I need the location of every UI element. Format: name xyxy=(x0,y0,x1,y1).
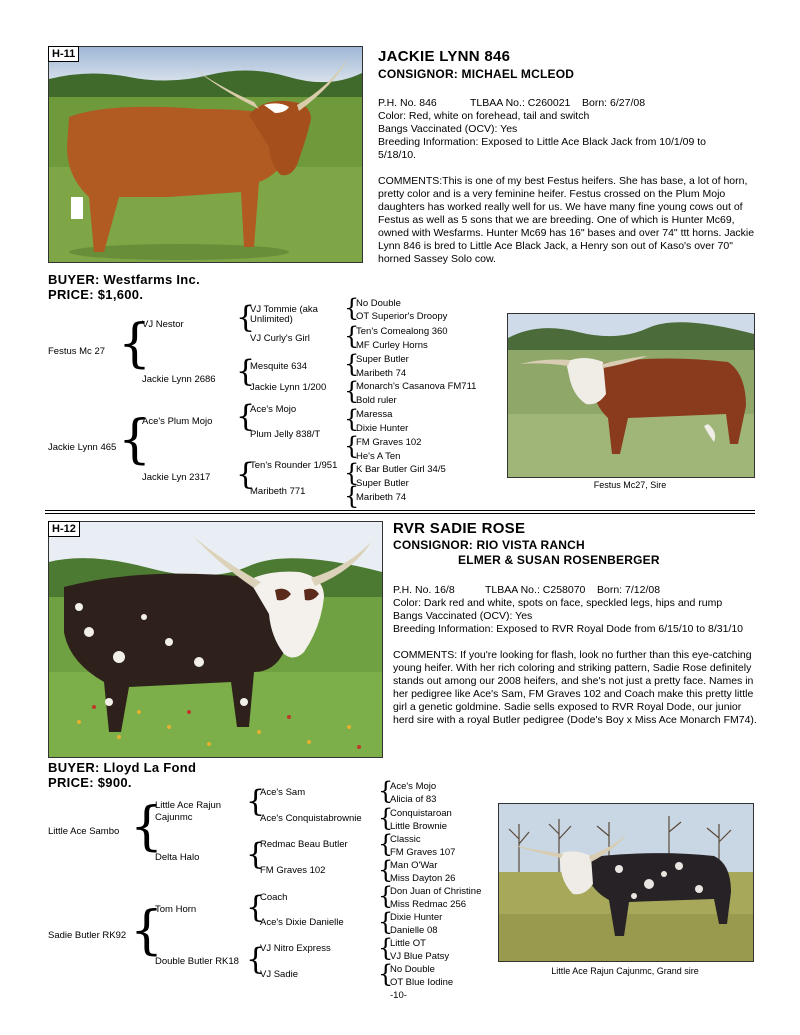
pedigree-g4: Dixie Hunter xyxy=(356,423,409,434)
bracket-icon: { xyxy=(378,830,394,858)
pedigree-g4: Bold ruler xyxy=(356,395,397,406)
longhorn-speckled-bull-image xyxy=(499,804,753,961)
breeding-line: Breeding Information: Exposed to RVR Royal Dode from 6/15/10 to 8/31/10 xyxy=(393,623,744,635)
pedigree-g4: Dixie Hunter xyxy=(390,912,443,923)
pedigree-g4: Miss Redmac 256 xyxy=(390,899,467,910)
pedigree-g4: Ace's Mojo xyxy=(390,781,437,792)
bracket-icon: { xyxy=(378,908,394,936)
bracket-icon: { xyxy=(378,882,394,910)
pedigree-g3: Ace's Mojo xyxy=(250,404,297,415)
pedigree-dam: Sadie Butler RK92 xyxy=(48,930,127,941)
pedigree-g4: Ten's Comealong 360 xyxy=(356,326,448,337)
pedigree-g4: Monarch's Casanova FM711 xyxy=(356,381,477,392)
buyer-line: BUYER: Lloyd La Fond xyxy=(48,760,197,775)
born-date: Born: 6/27/08 xyxy=(582,97,646,109)
pedigree-g4: MF Curley Horns xyxy=(356,340,428,351)
pedigree-g4: Miss Dayton 26 xyxy=(390,873,456,884)
longhorn-red-heifer-image xyxy=(49,47,362,262)
born-date: Born: 7/12/08 xyxy=(597,584,661,596)
ph-no: P.H. No. 16/8 xyxy=(393,584,455,596)
ph-no: P.H. No. 846 xyxy=(378,97,437,109)
bracket-icon: { xyxy=(344,322,360,350)
pedigree-g3: Mesquite 634 xyxy=(250,361,308,372)
lot-number-label: H-11 xyxy=(48,46,79,62)
pedigree-g4: OT Blue Iodine xyxy=(390,977,454,988)
bracket-icon: { xyxy=(118,314,152,374)
pedigree-g2: VJ Nestor xyxy=(142,319,184,330)
pedigree-g4: He's A Ten xyxy=(356,451,401,462)
bracket-icon: { xyxy=(246,784,266,819)
pedigree-g3: VJ Tommie (aka Unlimited) xyxy=(250,304,318,325)
bracket-icon: { xyxy=(236,399,256,434)
pedigree-g4: VJ Blue Patsy xyxy=(390,951,450,962)
color-line: Color: Red, white on forehead, tail and switch xyxy=(378,110,590,122)
pedigree-g4: OT Superior's Droopy xyxy=(356,311,448,322)
lot-info-block xyxy=(393,584,763,727)
bracket-icon: { xyxy=(246,890,266,925)
pedigree-g2: Little Ace Rajun Cajunmc xyxy=(155,800,222,823)
tlbaa-no: TLBAA No.: C260021 xyxy=(470,97,571,109)
page-number: -10- xyxy=(390,990,407,1001)
pedigree-g3: VJ Curly's Girl xyxy=(250,333,310,344)
consignor-line: CONSIGNOR: MICHAEL MCLEOD xyxy=(378,67,575,81)
pedigree-g3: Plum Jelly 838/T xyxy=(250,429,321,440)
rvr-sadie-rose-photo xyxy=(48,521,383,758)
tlbaa-no: TLBAA No.: C258070 xyxy=(485,584,586,596)
lot-info-block xyxy=(378,97,758,266)
pedigree-g3: Ace's Sam xyxy=(260,787,306,798)
bracket-icon: { xyxy=(236,354,256,389)
breeding-line: Breeding Information: Exposed to Little Ace Black Jack from 10/1/09 to 5/18/10. xyxy=(378,136,707,161)
pedigree-sire: Little Ace Sambo xyxy=(48,826,120,837)
pedigree-g2: Tom Horn xyxy=(155,904,197,915)
bracket-icon: { xyxy=(344,294,360,322)
bracket-icon: { xyxy=(130,901,164,961)
pedigree-g4: Maribeth 74 xyxy=(356,492,407,503)
price-line: PRICE: $900. xyxy=(48,775,132,790)
pedigree-g3: Ace's Dixie Danielle xyxy=(260,917,344,928)
buyer-line: BUYER: Westfarms Inc. xyxy=(48,272,200,287)
pedigree-g4: Classic xyxy=(390,834,421,845)
pedigree-g3: VJ Nitro Express xyxy=(260,943,331,954)
pedigree-g3: Ten's Rounder 1/951 xyxy=(250,460,338,471)
bracket-icon: { xyxy=(130,797,164,857)
pedigree-g2: Ace's Plum Mojo xyxy=(142,416,213,427)
pedigree-g4: Man O'War xyxy=(390,860,438,871)
pedigree-g2: Jackie Lyn 2317 xyxy=(142,472,211,483)
pedigree-sire: Festus Mc 27 xyxy=(48,346,106,357)
pedigree-g2: Double Butler RK18 xyxy=(155,956,239,967)
lot-name: JACKIE LYNN 846 xyxy=(378,48,511,65)
pedigree-g4: Little Brownie xyxy=(390,821,448,832)
bracket-icon: { xyxy=(246,942,266,977)
bracket-icon: { xyxy=(378,777,394,805)
bracket-icon: { xyxy=(118,410,152,470)
pedigree-dam: Jackie Lynn 465 xyxy=(48,442,117,453)
comments-text: COMMENTS:This is one of my best Festus heifers. She has base, a lot of horn, pretty color and is a very feminine heifer. Festus crossed on the Plum Mojo daughters has worked really well for us. We have many fine young cows out of Festus as well as 5 sons that we are breeding. One of which is Hunter Mc69, owned with Wesfarms. Hunter Mc69 has 16" bases and over 74" ttt horns. Jackie Lynn 846 is bred to Little Ace Black Jack, a Henry son out of Kaso's over 70" horned Sassey Solo cow. xyxy=(378,175,755,265)
bracket-icon: { xyxy=(378,934,394,962)
pedigree-g4: Danielle 08 xyxy=(390,925,438,936)
bracket-icon: { xyxy=(246,837,266,872)
pedigree-g4: No Double xyxy=(356,298,401,309)
pedigree-g4: Maribeth 74 xyxy=(356,368,407,379)
sire-photo xyxy=(507,313,755,478)
pedigree-g4: Little OT xyxy=(390,938,426,949)
grand-sire-photo xyxy=(498,803,754,962)
pedigree-g3: Coach xyxy=(260,892,288,903)
lot-name: RVR SADIE ROSE xyxy=(393,520,526,537)
pedigree-g4: Conquistaroan xyxy=(390,808,452,819)
pedigree-g4: K Bar Butler Girl 34/5 xyxy=(356,464,446,475)
pedigree-g4: Super Butler xyxy=(356,354,409,365)
pedigree-g4: FM Graves 102 xyxy=(356,437,422,448)
pedigree-g4: FM Graves 107 xyxy=(390,847,456,858)
bracket-icon: { xyxy=(378,856,394,884)
price-line: PRICE: $1,600. xyxy=(48,287,144,302)
section-divider xyxy=(45,510,755,511)
comments-text: COMMENTS: If you're looking for flash, look no further than this eye-catching young heifer. With her rich coloring and striking pattern, Sadie Rose definitely stands out among our 2008 heifers, and she's not just a pretty face. Names in her pedigree like Ace's Sam, FM Graves 102 and Coach make this pretty little girl a genetic goldmine. Sadie sells exposed to RVR Royal Dode, our junior herd sire with a royal Butler pedigree (Dode's Boy x Miss Ace Monarch FM74). xyxy=(393,649,757,726)
pedigree-g2: Delta Halo xyxy=(155,852,200,863)
consignor-line: ELMER & SUSAN ROSENBERGER xyxy=(458,553,660,567)
photo-caption: Little Ace Rajun Cajunmc, Grand sire xyxy=(551,966,699,976)
bracket-icon: { xyxy=(378,960,394,988)
pedigree-g3: FM Graves 102 xyxy=(260,865,326,876)
bracket-icon: { xyxy=(344,405,360,433)
bracket-icon: { xyxy=(236,300,256,335)
pedigree-g3: Ace's Conquistabrownie xyxy=(260,813,362,824)
bracket-icon: { xyxy=(344,432,360,460)
bracket-icon: { xyxy=(344,459,360,487)
consignor-line: CONSIGNOR: RIO VISTA RANCH xyxy=(393,538,585,552)
pedigree-g4: No Double xyxy=(390,964,435,975)
bracket-icon: { xyxy=(344,482,360,510)
pedigree-g4: Super Butler xyxy=(356,478,409,489)
pedigree-g4: Don Juan of Christine xyxy=(390,886,482,897)
bracket-icon: { xyxy=(344,350,360,378)
bracket-icon: { xyxy=(378,804,394,832)
photo-caption: Festus Mc27, Sire xyxy=(593,480,667,490)
lot-number-label: H-12 xyxy=(48,521,80,537)
bangs-line: Bangs Vaccinated (OCV): Yes xyxy=(393,610,533,622)
bracket-icon: { xyxy=(344,377,360,405)
bracket-icon: { xyxy=(236,457,256,492)
pedigree-g3: Jackie Lynn 1/200 xyxy=(250,382,327,393)
longhorn-bull-image xyxy=(508,314,754,477)
pedigree-g3: Maribeth 771 xyxy=(250,486,306,497)
jackie-lynn-846-photo xyxy=(48,46,363,263)
pedigree-g4: Alicia of 83 xyxy=(390,794,437,805)
section-divider xyxy=(45,513,755,514)
pedigree-g3: Redmac Beau Butler xyxy=(260,839,348,850)
pedigree-g2: Jackie Lynn 2686 xyxy=(142,374,216,385)
color-line: Color: Dark red and white, spots on face, speckled legs, hips and rump xyxy=(393,597,723,609)
pedigree-g3: VJ Sadie xyxy=(260,969,299,980)
bangs-line: Bangs Vaccinated (OCV): Yes xyxy=(378,123,518,135)
pedigree-g4: Maressa xyxy=(356,409,393,420)
longhorn-speckled-heifer-image xyxy=(49,522,382,757)
